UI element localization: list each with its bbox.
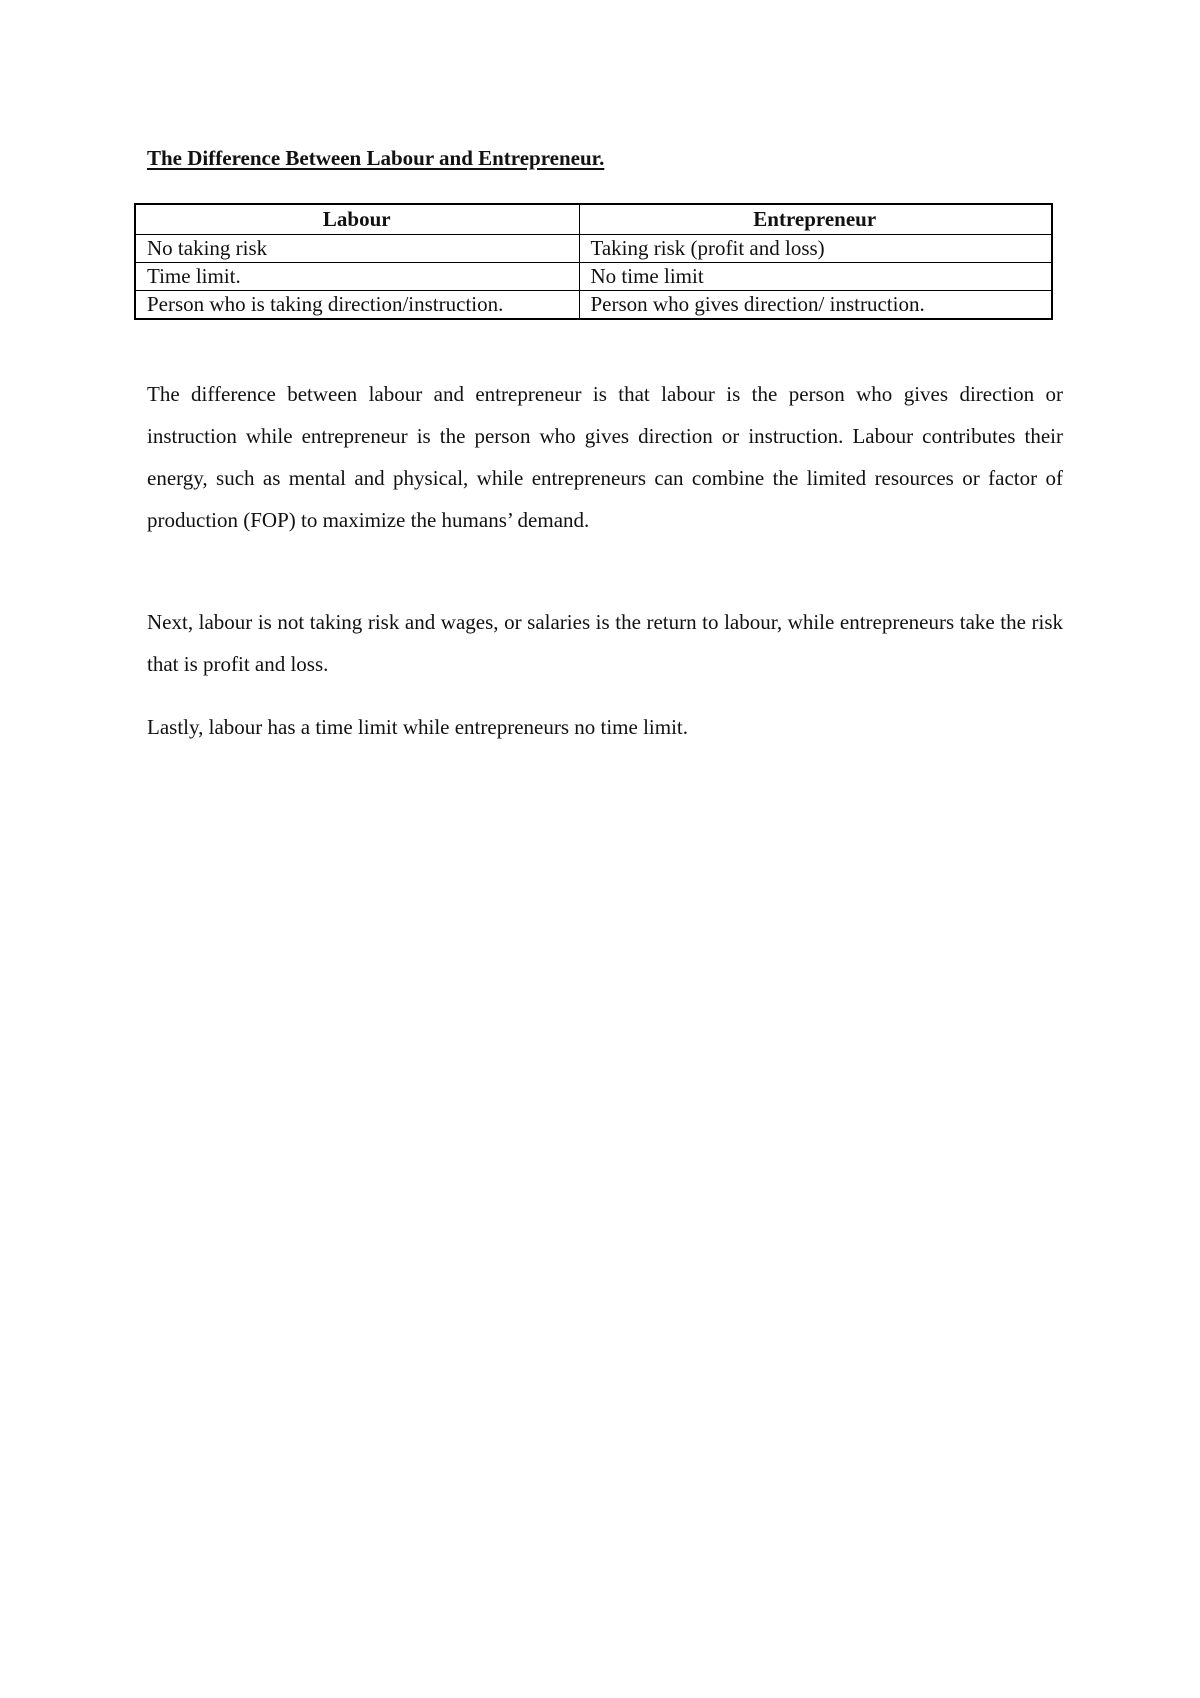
comparison-table (134, 203, 1053, 320)
table-row (135, 235, 1052, 263)
header-labour: Labour (135, 204, 579, 235)
header-entrepreneur: Entrepreneur (579, 204, 1052, 235)
table-cell-entrepreneur: Taking risk (profit and loss) (579, 235, 1052, 263)
table-cell-entrepreneur: Person who gives direction/ instruction. (579, 291, 1052, 320)
table-row (135, 291, 1052, 320)
paragraph-time-limit: Lastly, labour has a time limit while entrepreneurs no time limit. (147, 715, 689, 739)
table-cell-labour: Time limit. (135, 263, 579, 291)
paragraph-risk: Next, labour is not taking risk and wages, or salaries is the return to labour, while entrepreneurs take the risk that is profit and loss. (147, 610, 1063, 676)
document-title: The Difference Between Labour and Entrepreneur. (147, 146, 605, 170)
table-cell-entrepreneur: No time limit (579, 263, 1052, 291)
table-header-row (135, 204, 1052, 235)
table-cell-labour: No taking risk (135, 235, 579, 263)
table-cell-labour: Person who is taking direction/instruction. (135, 291, 579, 320)
table-row (135, 263, 1052, 291)
paragraph-difference: The difference between labour and entrepreneur is that labour is the person who gives direction or instruction while entrepreneur is the person who gives direction or instruction. Labour contributes their energy, such as mental and physical, while entrepreneurs can combine the limited resources or factor of production (FOP) to maximize the humans’ demand. (147, 382, 1063, 532)
